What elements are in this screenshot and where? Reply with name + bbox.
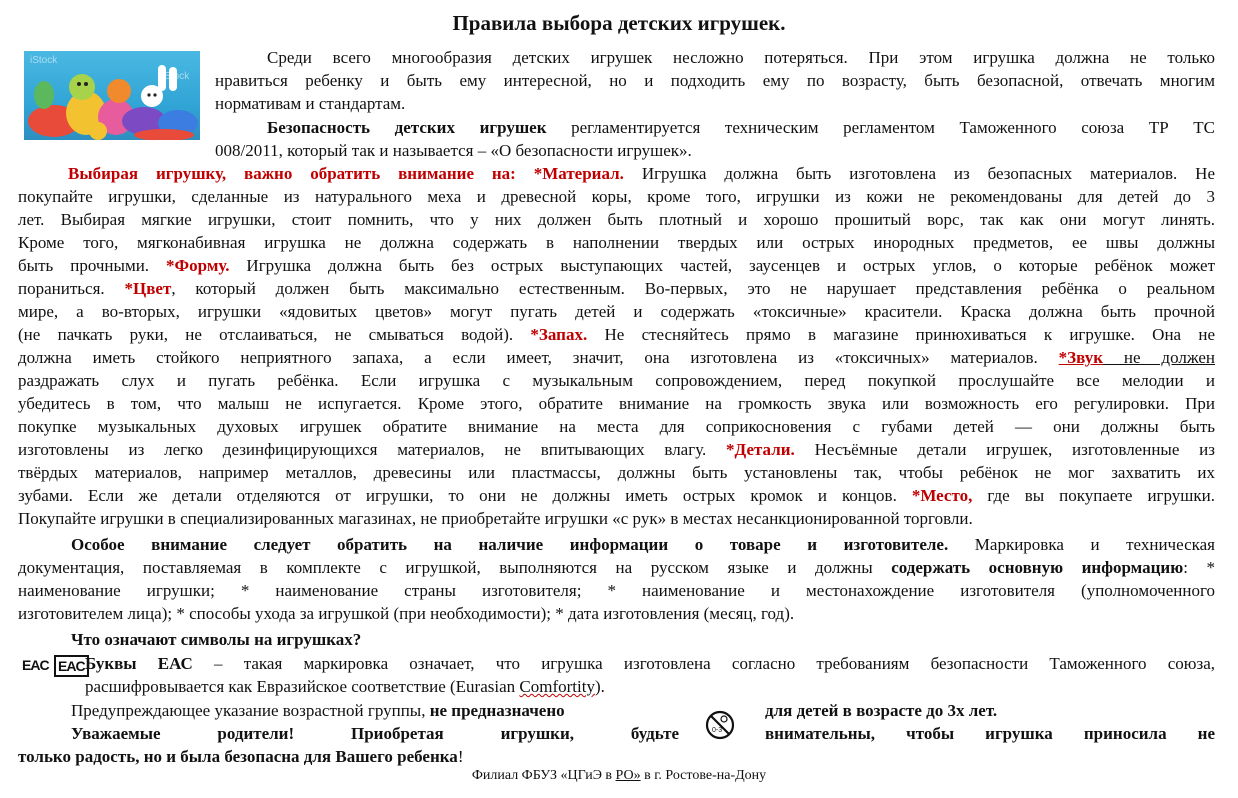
safety-line <box>267 116 1215 139</box>
text-span: Маркировка и техническая <box>948 535 1215 554</box>
main-line <box>18 323 1215 346</box>
info-heading: Особое внимание следует обратить на наличие информации о товаре и изготовителе. <box>71 535 949 554</box>
text-span: Игрушка должна быть изготовлена из безопасных материалов. Не <box>623 164 1215 183</box>
intro-line: нравиться ребенку и быть ему интересной, но и подходить ему по возрасту, быть безопасной, отвечать многим <box>215 71 1215 90</box>
closing-line <box>71 722 679 745</box>
intro-line: Среди всего многообразия детских игрушек несложно потеряться. При этом игрушка должна не только <box>267 48 1215 67</box>
age-emphasis: не предназначено <box>429 701 565 720</box>
footer-part: РО» <box>615 768 641 783</box>
text-span: Несъёмные детали игрушек, изготовленные из <box>794 440 1215 459</box>
text-span: ). <box>594 677 605 696</box>
main-line: мире, а во-вторых, игрушки «ядовитых цветов» могут пугать детей и содержать «токсичные» красители. Краска должна быть прочной <box>18 302 1215 321</box>
eac-logo-plain: EAC <box>22 657 49 673</box>
main-line: покупке музыкальных духовых игрушек обратите внимание на места для соприкосновения с губами детей — они должны быть <box>18 417 1215 436</box>
age-line-right <box>765 699 1215 722</box>
info-line: наименование игрушки; * наименование страны изготовителя; * наименование и местонахождение изготовителя (уполномоченного <box>18 581 1215 600</box>
document-title: Правила выбора детских игрушек. <box>452 11 786 35</box>
photo-watermark: iStock <box>162 71 190 82</box>
text-span: где вы покупаете игрушки. <box>972 486 1216 505</box>
info-line <box>71 533 1215 556</box>
symbols-heading-text: Что означают символы на игрушках? <box>71 630 362 649</box>
main-line: покупайте игрушки, сделанные из натурального меха и древесной коры, кроме того, игрушки из кожи не рекомендованы для детей до 3 <box>18 187 1215 206</box>
safety-line: 008/2011, который так и называется – «О безопасности игрушек». <box>215 141 692 160</box>
eac-logo-boxed: EAC <box>54 655 89 677</box>
main-line: лет. Выбирая мягкие игрушки, стоит помнить, что у них должен быть плотный и хорошо прошитый ворс, так как они могут линять. <box>18 210 1215 229</box>
text-span: Игрушка должна быть без острых выступающих частей, заусенцев и острых углов, о которые ребёнок может <box>229 256 1216 275</box>
main-line: раздражать слух и пугать ребёнка. Если игрушка с музыкальным сопровождением, перед покупкой прослушайте все мелодии и <box>18 371 1215 390</box>
text-span: не должен <box>1103 348 1215 367</box>
safety-heading: Безопасность детских игрушек <box>267 118 547 137</box>
criterion-smell: *Запах. <box>530 325 588 344</box>
main-line <box>18 254 1215 277</box>
symbols-heading <box>71 628 1215 651</box>
main-line <box>68 162 1215 185</box>
text-span: , который должен быть максимально естественным. Во-первых, это не нарушает представления ребёнка о реальном <box>171 279 1215 298</box>
main-line: Кроме того, мягконабивная игрушка не должна содержать в наполнении твердых или острых инородных предметов, ее швы должны <box>18 233 1215 252</box>
text-span: Предупреждающее указание возрастной группы, <box>71 701 430 720</box>
closing-line <box>18 745 1215 768</box>
main-line <box>18 438 1215 461</box>
footer-part: Филиал ФБУЗ «ЦГиЭ в <box>471 768 616 783</box>
toys-photo <box>24 51 200 140</box>
criterion-sound: *Звук <box>1058 348 1103 367</box>
main-line: Покупайте игрушки в специализированных магазинах, не приобретайте игрушки «с рук» в местах несанкционированной торговли. <box>18 509 973 528</box>
age-icon-label: 0-3 <box>712 727 723 734</box>
info-line: изготовителем лица); * способы ухода за игрушкой (при необходимости); * дата изготовления (месяц, год). <box>18 604 795 623</box>
text-span: : * <box>1183 558 1215 577</box>
footer-part: в г. Ростове-на-Дону <box>640 768 767 783</box>
photo-watermark: iStock <box>30 55 58 66</box>
main-line: твёрдых материалов, например металлов, древесины или пластмассы, должны быть установлены так, чтобы ребёнок не мог захватить их <box>18 463 1215 482</box>
main-line: убедитесь в том, что малыш не испугается. Кроме этого, обратите внимание на громкость звука или возможность его регулировки. При <box>18 394 1215 413</box>
text-span: Не стесняйтесь прямо в магазине принюхиваться к игрушке. Она не <box>587 325 1215 344</box>
criteria-heading: Выбирая игрушку, важно обратить внимание на: *Материал. <box>68 164 624 183</box>
closing-line <box>765 722 1215 745</box>
text-span: документация, поставляемая в комплекте с игрушкой, выполняются на русском языке и должны <box>18 558 892 577</box>
main-line <box>18 277 1215 300</box>
text-span: – такая маркировка означает, что игрушка изготовлена согласно требованиям безопасности Таможенного союза, <box>192 654 1215 673</box>
closing-emphasis: только радость, но и была безопасна для Вашего ребенка <box>18 747 458 766</box>
text-span: должна иметь стойкого неприятного запаха, а если имеет, значит, она изготовлена из «токсичных» материалов. <box>18 348 1059 367</box>
text-span: расшифровывается как Евразийское соответствие (Eurasian <box>85 677 520 696</box>
criterion-shape: *Форму. <box>166 256 230 275</box>
text-span: регламентируется техническим регламентом Таможенного союза ТР ТС <box>546 118 1215 137</box>
eac-line <box>85 652 1215 675</box>
closing-right: внимательны, чтобы игрушка приносила не <box>765 724 1215 743</box>
eac-heading: Буквы ЕАС <box>85 654 193 673</box>
text-span: (не пачкать руки, не отслаиваться, не смываться водой). <box>18 325 531 344</box>
eac-line <box>85 675 1215 698</box>
text-span: Comfortity <box>519 677 595 696</box>
main-line <box>18 346 1215 369</box>
footer <box>0 768 1238 784</box>
age-right-text: для детей в возрасте до 3х лет. <box>765 701 998 720</box>
info-emphasis: содержать основную информацию <box>891 558 1184 577</box>
age-line <box>71 699 671 722</box>
criterion-details: *Детали. <box>726 440 795 459</box>
text-span: быть прочными. <box>18 256 167 275</box>
text-span: изготовлены из легко дезинфицирующихся материалов, не впитывающих влагу. <box>18 440 727 459</box>
criterion-color: *Цвет <box>124 279 172 298</box>
main-line <box>18 484 1215 507</box>
text-span: зубами. Если же детали отделяются от игрушки, то они не должны иметь острых кромок и концов. <box>18 486 912 505</box>
intro-line: нормативам и стандартам. <box>215 94 406 113</box>
criterion-place: *Место, <box>911 486 973 505</box>
age-restriction-icon <box>705 710 735 740</box>
text-span: ! <box>457 747 464 766</box>
text-span: пораниться. <box>18 279 125 298</box>
info-line <box>18 556 1215 579</box>
closing-left: Уважаемые родители! Приобретая игрушки, будьте <box>71 724 679 743</box>
